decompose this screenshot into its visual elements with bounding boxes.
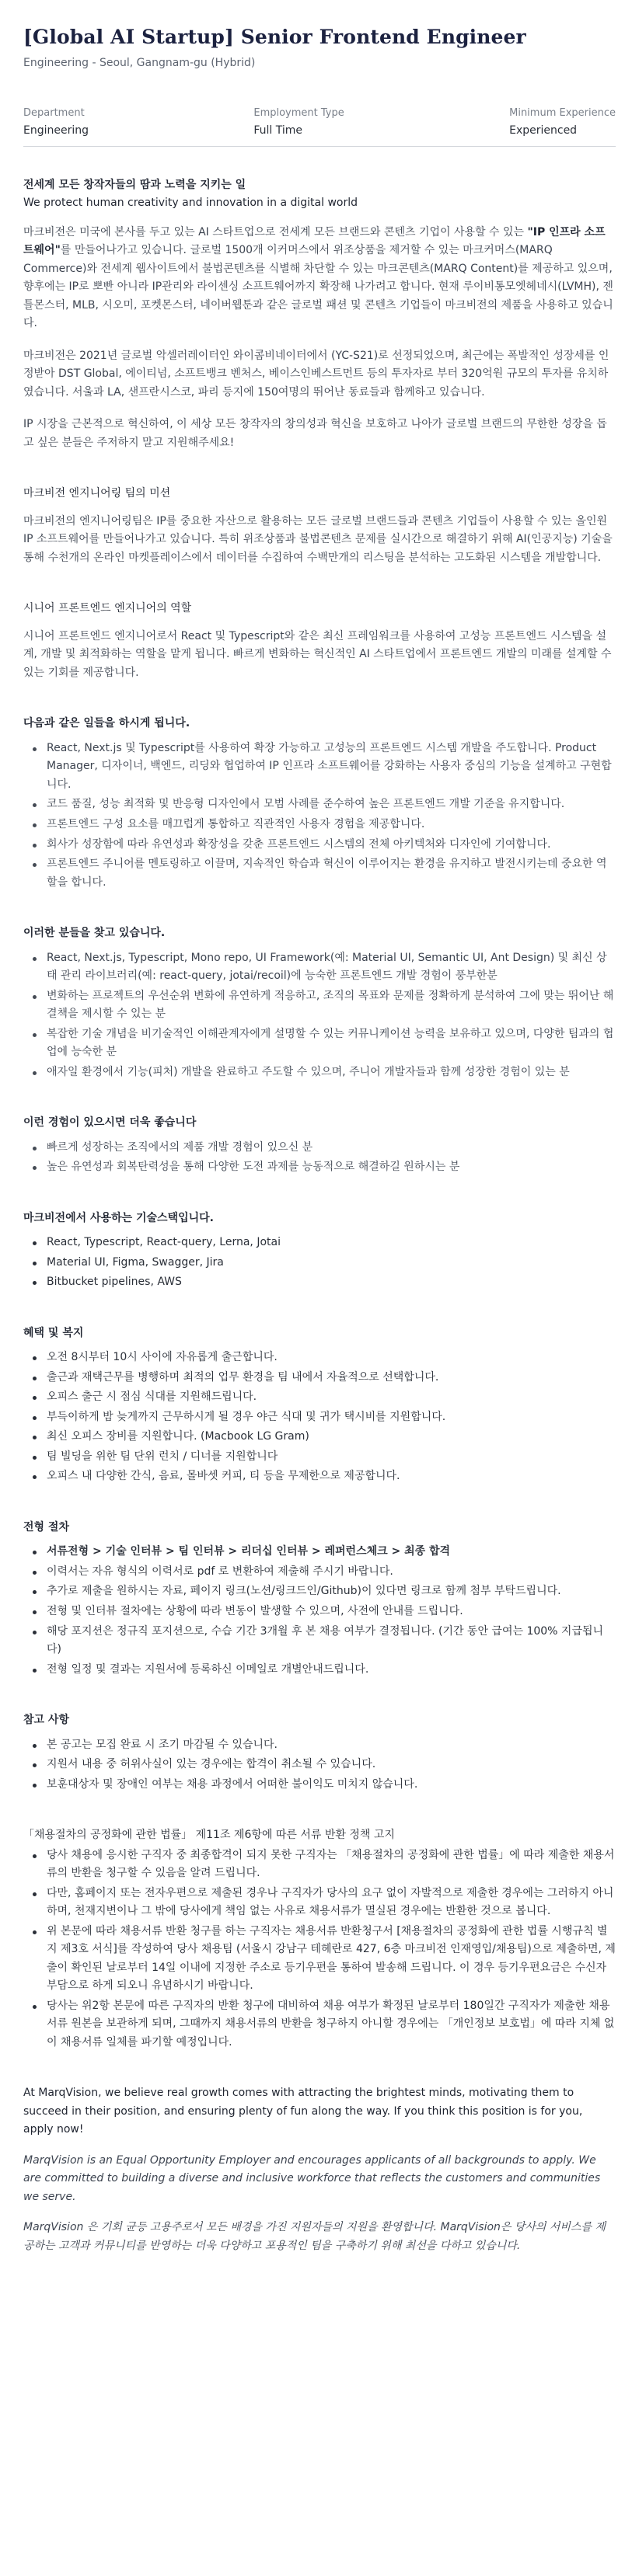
preferred-list bbox=[23, 1139, 616, 1177]
list-item: 다만, 홈페이지 또는 전자우편으로 제출된 경우나 구직자가 당사의 요구 없이 자발적으로 제출한 경우에는 그러하지 아니하며, 천재지변이나 그 밖에 당사에게 책임 없는 사유로 채용서류가 멸실된 경우에는 반환한 것으로 봅니다. bbox=[23, 1885, 616, 1921]
list-item: 추가로 제출을 원하시는 자료, 페이지 링크(노션/링크드인/Github)이 있다면 링크로 함께 첨부 부탁드립니다. bbox=[23, 1582, 616, 1601]
intro-text: 마크비전은 미국에 본사를 두고 있는 AI 스타트업으로 전세계 모든 브랜드와 콘텐츠 기업이 사용할 수 있는 bbox=[23, 225, 528, 238]
section-heading: 이러한 분들을 찾고 있습니다. bbox=[23, 927, 166, 940]
meta-min-experience bbox=[509, 106, 616, 140]
intro-paragraph: IP 시장을 근본적으로 혁신하여, 이 세상 모든 창작자의 창의성과 혁신을 보호하고 나아가 글로벌 브랜드의 무한한 성장을 돕고 싶은 분들은 주저하지 말고 지원해주세요! bbox=[23, 418, 607, 449]
intro-heading-en: We protect human creativity and innovation in a digital world bbox=[23, 197, 358, 210]
meta-value: Full Time bbox=[253, 124, 303, 138]
meta-label: Minimum Experience bbox=[509, 107, 616, 120]
intro-paragraph: 마크비전은 2021년 글로벌 악셀러레이터인 와이콤비네이터에서 (YC-S21)로 선정되었으며, 최근에는 폭발적인 성장세를 인정받아 DST Global, 에이티넘, 소프트뱅크 벤처스, 베이스인베스트먼트 등의 투자자로 부터 320억원 규모의 투자를 유치하였습니다. 서울과 LA, 샌프란시스코, 파리 등지에 150여명의 뛰어난 동료들과 함께하고 있습니다. bbox=[23, 349, 609, 399]
tech-stack-section bbox=[23, 1210, 616, 1292]
section-heading: 마크비전 엔지니어링 팀의 미션 bbox=[23, 487, 171, 500]
section-heading: 전형 절차 bbox=[23, 1520, 69, 1533]
list-item: 프론트엔드 구성 요소를 매끄럽게 통합하고 직관적인 사용자 경험을 제공합니다. bbox=[23, 816, 616, 834]
list-item: 출근과 재택근무를 병행하며 최적의 업무 환경을 팀 내에서 자율적으로 선택합니다. bbox=[23, 1369, 616, 1387]
preferred-section bbox=[23, 1114, 616, 1177]
intro-emphasis: "IP 인프라 소프트웨어" bbox=[23, 225, 606, 257]
list-item: 팀 빌딩을 위한 팀 단위 런치 / 디너를 지원합니다 bbox=[23, 1448, 616, 1467]
list-item: 당사는 위2항 본문에 따른 구직자의 반환 청구에 대비하여 채용 여부가 확정된 날로부터 180일간 구직자가 제출한 채용서류 원본을 보관하게 되며, 그때까지 채용서류의 반환을 청구하지 아니할 경우에는 「개인정보 보호법」에 따라 지체 없이 채용서류 일체를 파기할 예정입니다. bbox=[23, 1997, 616, 2052]
list-item: 오전 8시부터 10시 사이에 자유롭게 출근합니다. bbox=[23, 1349, 616, 1367]
list-item: Material UI, Figma, Swagger, Jira bbox=[23, 1254, 616, 1272]
role-section bbox=[23, 600, 616, 682]
list-item: 전형 및 인터뷰 절차에는 상황에 따라 변동이 발생할 수 있으며, 사전에 안내를 드립니다. bbox=[23, 1603, 616, 1621]
mission-section bbox=[23, 485, 616, 567]
section-heading: 다음과 같은 일들을 하시게 됩니다. bbox=[23, 717, 190, 730]
list-item: 회사가 성장함에 따라 유연성과 확장성을 갖춘 프론트엔드 시스템의 전체 아키텍처와 디자인에 기여합니다. bbox=[23, 836, 616, 855]
list-item: 전형 일정 및 결과는 지원서에 등록하신 이메일로 개별안내드립니다. bbox=[23, 1661, 616, 1680]
section-heading: 마크비전에서 사용하는 기술스택입니다. bbox=[23, 1211, 214, 1224]
list-item: 보훈대상자 및 장애인 여부는 채용 과정에서 어떠한 불이익도 미치지 않습니다. bbox=[23, 1776, 616, 1794]
meta-label: Department bbox=[23, 107, 85, 120]
list-item: 변화하는 프로젝트의 우선순위 변화에 유연하게 적응하고, 조직의 목표와 문제를 정확하게 분석하여 그에 맞는 뛰어난 해결책을 제시할 수 있는 분 bbox=[23, 987, 616, 1024]
list-item: 지원서 내용 중 허위사실이 있는 경우에는 합격이 취소될 수 있습니다. bbox=[23, 1756, 616, 1774]
process-section bbox=[23, 1519, 616, 1679]
job-location: Engineering - Seoul, Gangnam-gu (Hybrid) bbox=[23, 56, 256, 69]
list-item: 위 본문에 따라 채용서류 반환 청구를 하는 구직자는 채용서류 반환청구서 [채용절차의 공정화에 관한 법률 시행규칙 별지 제3호 서식]를 작성하여 당사 채용팀 (서울시 강남구 테헤란로 427, 6층 마크비전 인재영입/채용팀)으로 제출하면, 제출이 확인된 날로부터 14일 이내에 지정한 주소로 등기우편을 통하여 발송해 드립니다. 이 경우 등기우편요금은 수신자 부담으로 하게 되오니 유념하시기 바랍니다. bbox=[23, 1923, 616, 1996]
meta-value: Experienced bbox=[509, 124, 578, 138]
list-item: 본 공고는 모집 완료 시 조기 마감될 수 있습니다. bbox=[23, 1736, 616, 1755]
list-item: React, Typescript, React-query, Lerna, Jotai bbox=[23, 1234, 616, 1252]
meta-value: Engineering bbox=[23, 124, 89, 138]
meta-label: Employment Type bbox=[253, 107, 344, 120]
list-item: 이력서는 자유 형식의 이력서로 pdf 로 변환하여 제출해 주시기 바랍니다. bbox=[23, 1563, 616, 1582]
closing-section bbox=[23, 2084, 616, 2255]
list-item: 코드 품질, 성능 최적화 및 반응형 디자인에서 모범 사례를 준수하여 높은 프론트엔드 개발 기준을 유지합니다. bbox=[23, 795, 616, 814]
requirements-list bbox=[23, 949, 616, 1082]
process-list bbox=[23, 1543, 616, 1679]
list-item: 빠르게 성장하는 조직에서의 제품 개발 경험이 있으신 분 bbox=[23, 1139, 616, 1157]
job-meta-bar bbox=[23, 106, 616, 147]
benefits-list bbox=[23, 1349, 616, 1486]
list-item: 오피스 출근 시 점심 식대를 지원해드립니다. bbox=[23, 1388, 616, 1407]
meta-employment-type bbox=[253, 106, 344, 140]
eoe-statement-ko: MarqVision 은 기회 균등 고용주로서 모든 배경을 가진 지원자들의 지원을 환영합니다. MarqVision은 당사의 서비스를 제공하는 고객과 커뮤니티를 반영하는 더욱 다양하고 포용적인 팀을 구축하기 위해 최선을 다하고 있습니다. bbox=[23, 2221, 606, 2252]
list-item: 해당 포지션은 정규직 포지션으로, 수습 기간 3개월 후 본 채용 여부가 결정됩니다. (기간 동안 급여는 100% 지급됩니다) bbox=[23, 1623, 616, 1659]
duties-section bbox=[23, 715, 616, 892]
section-heading: 「채용절차의 공정화에 관한 법률」 제11조 제6항에 따른 서류 반환 정책 고지 bbox=[23, 1829, 395, 1842]
job-description bbox=[23, 176, 616, 2256]
meta-department bbox=[23, 106, 89, 140]
intro-text: 를 만들어나가고 있습니다. 글로벌 1500개 이커머스에서 위조상품을 제거할 수 있는 마크커머스(MARQ Commerce)와 전세계 웹사이트에서 불법콘텐츠를 식별해 차단할 수 있는 마크콘텐츠(MARQ Content)를 제공하고 있으며, 향후에는 IP로 뽀빤 아니라 IP관리와 라이센싱 소프트웨어까지 확장해 나가려고 합니다. 현재 루이비통모엣헤네시(LVMH), 젠틀몬스터, MLB, 시오미, 포켓몬스터, 네이버웹툰과 같은 글로벌 패션 및 콘텐츠 기업들이 마크비전의 제품을 사용하고 있습니다. bbox=[23, 244, 613, 330]
notes-list bbox=[23, 1736, 616, 1794]
list-item: Bitbucket pipelines, AWS bbox=[23, 1273, 616, 1292]
section-heading: 혜택 및 복지 bbox=[23, 1326, 84, 1339]
tech-stack-list bbox=[23, 1234, 616, 1292]
list-item: React, Next.js, Typescript, Mono repo, UI Framework(예: Material UI, Semantic UI, Ant Design) 및 최신 상태 관리 라이브러리(예: react-query, jotai/recoil)에 능숙한 프론트엔드 개발 경험이 풍부한분 bbox=[23, 949, 616, 986]
section-heading: 시니어 프론트엔드 엔지니어의 역할 bbox=[23, 602, 192, 615]
section-heading: 참고 사항 bbox=[23, 1714, 69, 1727]
closing-paragraph: At MarqVision, we believe real growth comes with attracting the brightest minds, motivating them to succeed in their position, and ensuring plenty of fun along the way. If you think this position is for you, apply now! bbox=[23, 2087, 583, 2136]
list-item: 오피스 내 다양한 간식, 음료, 몰바셋 커피, 티 등을 무제한으로 제공합니다. bbox=[23, 1467, 616, 1486]
list-item: 애자일 환경에서 기능(피처) 개발을 완료하고 주도할 수 있으며, 주니어 개발자들과 함께 성장한 경험이 있는 분 bbox=[23, 1063, 616, 1082]
section-heading: 이런 경험이 있으시면 더욱 좋습니다 bbox=[23, 1116, 197, 1130]
duties-list bbox=[23, 740, 616, 892]
list-item: 당사 채용에 응시한 구직자 중 최종합격이 되지 못한 구직자는 「채용절차의 공정화에 관한 법률」에 따라 제출한 채용서류의 반환을 청구할 수 있음을 알려 드립니다. bbox=[23, 1847, 616, 1883]
list-item: 프론트엔드 주니어를 멘토링하고 이끌며, 지속적인 학습과 혁신이 이루어지는 환경을 유지하고 발전시키는데 중요한 역할을 합니다. bbox=[23, 855, 616, 892]
list-item: 높은 유연성과 회복탄력성을 통해 다양한 도전 과제를 능동적으로 해결하길 원하시는 분 bbox=[23, 1158, 616, 1177]
list-item: 복잡한 기술 개념을 비기술적인 이해관계자에게 설명할 수 있는 커뮤니케이션 능력을 보유하고 있으며, 다양한 팀과의 협업에 능숙한 분 bbox=[23, 1025, 616, 1062]
section-body: 시니어 프론트엔드 엔지니어로서 React 및 Typescript와 같은 최신 프레임워크를 사용하여 고성능 프론트엔드 시스템을 설계, 개발 및 최적화하는 역할을 맡게 됩니다. 빠르게 변화하는 혁신적인 AI 스타트업에서 프론트엔드 개발의 미래를 설계할 수 있는 기회를 제공합니다. bbox=[23, 629, 612, 679]
eoe-statement-en: MarqVision is an Equal Opportunity Employer and encourages applicants of all backgrounds to apply. We are committed to building a diverse and inclusive workforce that reflects the customers and communities we serve. bbox=[23, 2153, 601, 2203]
job-title: [Global AI Startup] Senior Frontend Engineer bbox=[23, 26, 526, 48]
list-item: 최신 오피스 장비를 지원합니다. (Macbook LG Gram) bbox=[23, 1428, 616, 1446]
section-body: 마크비전의 엔지니어링팀은 IP를 중요한 자산으로 활용하는 모든 글로벌 브랜드들과 콘텐츠 기업들이 사용할 수 있는 올인원 IP 소프트웨어를 만들어나가고 있습니다. 특히 위조상품과 불법콘텐츠 문제를 실시간으로 해결하기 위해 AI(인공지능) 기술을 통해 수천개의 온라인 마켓플레이스에서 데이터를 수집하여 수백만개의 리스팅을 분석하는 고도화된 시스템을 개발합니다. bbox=[23, 514, 613, 564]
intro-paragraph bbox=[23, 224, 616, 333]
list-item: 서류전형 > 기술 인터뷰 > 팀 인터뷰 > 리더십 인터뷰 > 레퍼런스체크 > 최종 합격 bbox=[23, 1543, 616, 1561]
intro-section bbox=[23, 176, 616, 453]
law-notice-list bbox=[23, 1847, 616, 2052]
law-notice-section bbox=[23, 1826, 616, 2052]
requirements-section bbox=[23, 924, 616, 1081]
list-item: 부득이하게 밤 늦게까지 근무하시게 될 경우 야근 식대 및 귀가 택시비를 지원합니다. bbox=[23, 1408, 616, 1427]
benefits-section bbox=[23, 1325, 616, 1486]
notes-section bbox=[23, 1711, 616, 1794]
list-item: React, Next.js 및 Typescript를 사용하여 확장 가능하고 고성능의 프론트엔드 시스템 개발을 주도합니다. Product Manager, 디자이너, 백엔드, 리딩와 협업하여 IP 인프라 소프트웨어를 강화하는 사용자 중심의 기능을 설계하고 구현합니다. bbox=[23, 740, 616, 795]
intro-heading-ko: 전세계 모든 창작자들의 땀과 노력을 지키는 일 bbox=[23, 178, 246, 191]
